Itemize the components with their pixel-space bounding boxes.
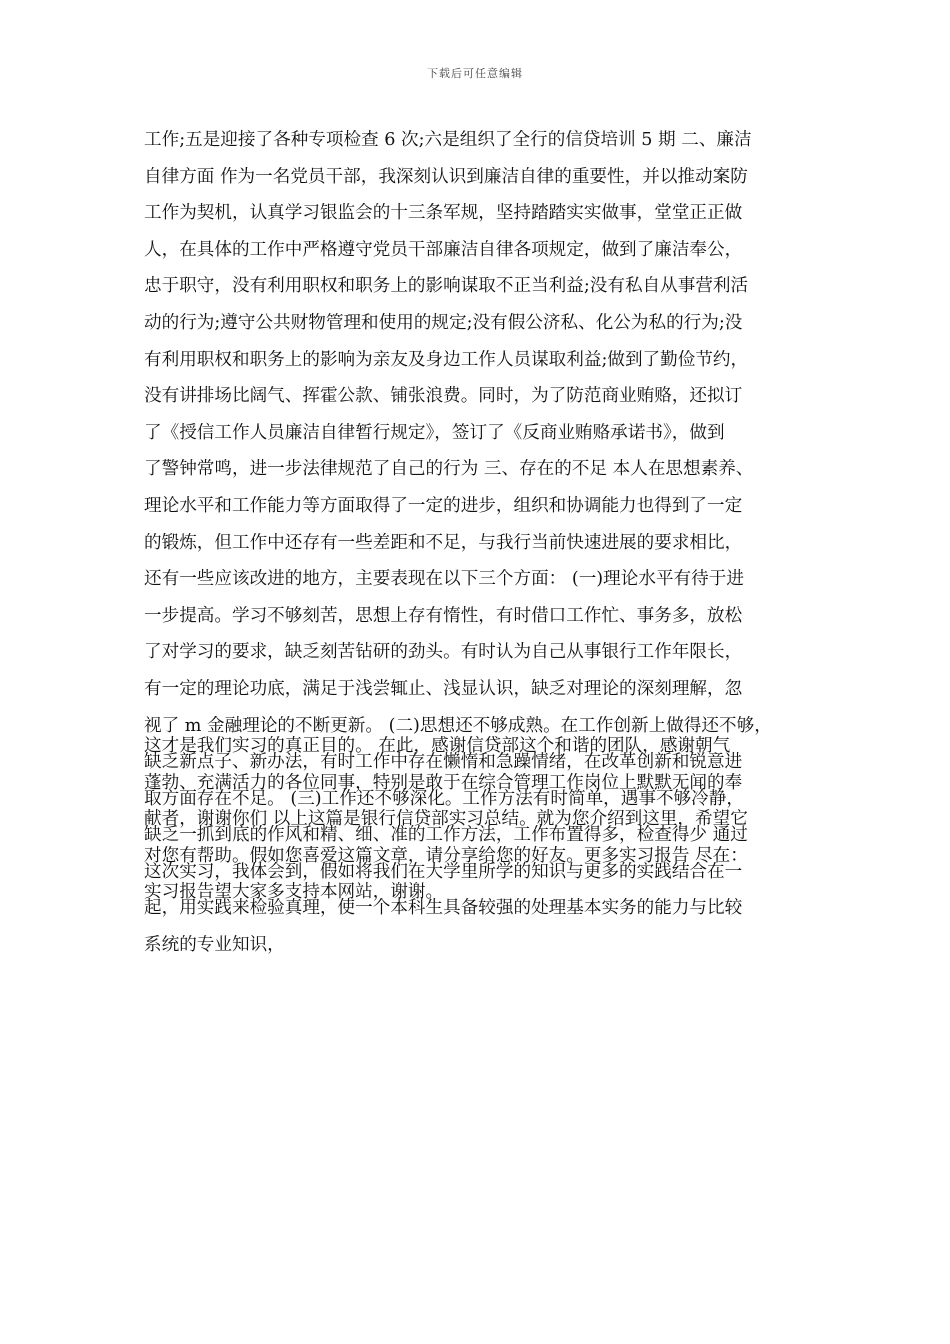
text-line: 忠于职守，没有利用职权和职务上的影响谋取不正当利益;没有私自从事营利活 xyxy=(144,276,749,297)
text-line: 对您有帮助。假如您喜爱这篇文章，请分享给您的好友。更多实习报告 尽在： xyxy=(144,845,748,866)
paragraph-2 xyxy=(144,728,814,911)
text-line: 自律方面 作为一名党员干部，我深刻认识到廉洁自律的重要性，并以推动案防 xyxy=(144,166,748,187)
text-line: 视了 m 金融理论的不断更新。 (二)思想还不够成熟。在工作创新上做得还不够， xyxy=(144,715,772,736)
text-line: 的锻炼，但工作中还存有一些差距和不足，与我行当前快速进展的要求相比， xyxy=(144,532,743,553)
text-line: 系统的专业知识， xyxy=(144,935,285,956)
text-line: 一步提高。学习不够刻苦，思想上存有惰性，有时借口工作忙、事务多，放松 xyxy=(144,605,743,626)
text-line: 取方面存在不足。 (三)工作还不够深化。工作方法有时简单，遇事不够冷静， xyxy=(144,788,744,809)
text-line: 工作;五是迎接了各种专项检查 6 次;六是组织了全行的信贷培训 5 期 二、廉洁 xyxy=(144,130,752,150)
text-line: 缺乏一抓到底的作风和精、细、准的工作方法，工作布置得多，检查得少 通过 xyxy=(144,825,748,846)
text-line: 实习报告望大家多支持本网站，谢谢。 xyxy=(144,882,444,903)
text-line: 献者，谢谢你们 以上这篇是银行信贷部实习总结。就为您介绍到这里，希望它 xyxy=(144,809,748,830)
text-line: 有一定的理论功底，满足于浅尝辄止、浅显认识，缺乏对理论的深刻理解，忽 xyxy=(144,678,743,699)
text-line: 蓬勃、充满活力的各位同事，特别是敢于在综合管理工作岗位上默默无闻的奉 xyxy=(144,772,743,793)
page-header: 下载后可任意编辑 xyxy=(427,67,523,80)
text-line: 还有一些应该改进的地方，主要表现在以下三个方面： (一)理论水平有待于进 xyxy=(144,569,744,590)
text-line: 了警钟常鸣，进一步法律规范了自己的行为 三、存在的不足 本人在思想素养、 xyxy=(144,459,754,480)
text-line: 人，在具体的工作中严格遵守党员干部廉洁自律各项规定，做到了廉洁奉公， xyxy=(144,239,743,260)
text-line: 有利用职权和职务上的影响为亲友及身边工作人员谋取利益;做到了勤俭节约， xyxy=(144,349,749,370)
text-line: 这才是我们实习的真正目的。 在此，感谢信贷部这个和谐的团队，感谢朝气 xyxy=(144,736,731,756)
text-line: 起，用实践来检验真理，使一个本科生具备较强的处理基本实务的能力与比较 xyxy=(144,898,743,919)
text-line: 没有讲排场比阔气、挥霍公款、铺张浪费。同时，为了防范商业贿赂，还拟订 xyxy=(144,386,743,407)
text-line: 理论水平和工作能力等方面取得了一定的进步，组织和协调能力也得到了一定 xyxy=(144,495,743,516)
text-line: 动的行为;遵守公共财物管理和使用的规定;没有假公济私、化公为私的行为;没 xyxy=(144,312,743,333)
text-line: 工作为契机，认真学习银监会的十三条军规，坚持踏踏实实做事，堂堂正正做 xyxy=(144,203,743,224)
text-line: 这次实习，我体会到，假如将我们在大学里所学的知识与更多的实践结合在一 xyxy=(144,861,743,882)
text-line: 了《授信工作人员廉洁自律暂行规定》，签订了《反商业贿赂承诺书》，做到 xyxy=(144,422,725,443)
text-line: 了对学习的要求，缺乏刻苦钻研的劲头。有时认为自己从事银行工作年限长， xyxy=(144,642,743,663)
text-line: 缺乏新点子、新办法，有时工作中存在懒惰和急躁情绪，在改革创新和锐意进 xyxy=(144,752,743,773)
